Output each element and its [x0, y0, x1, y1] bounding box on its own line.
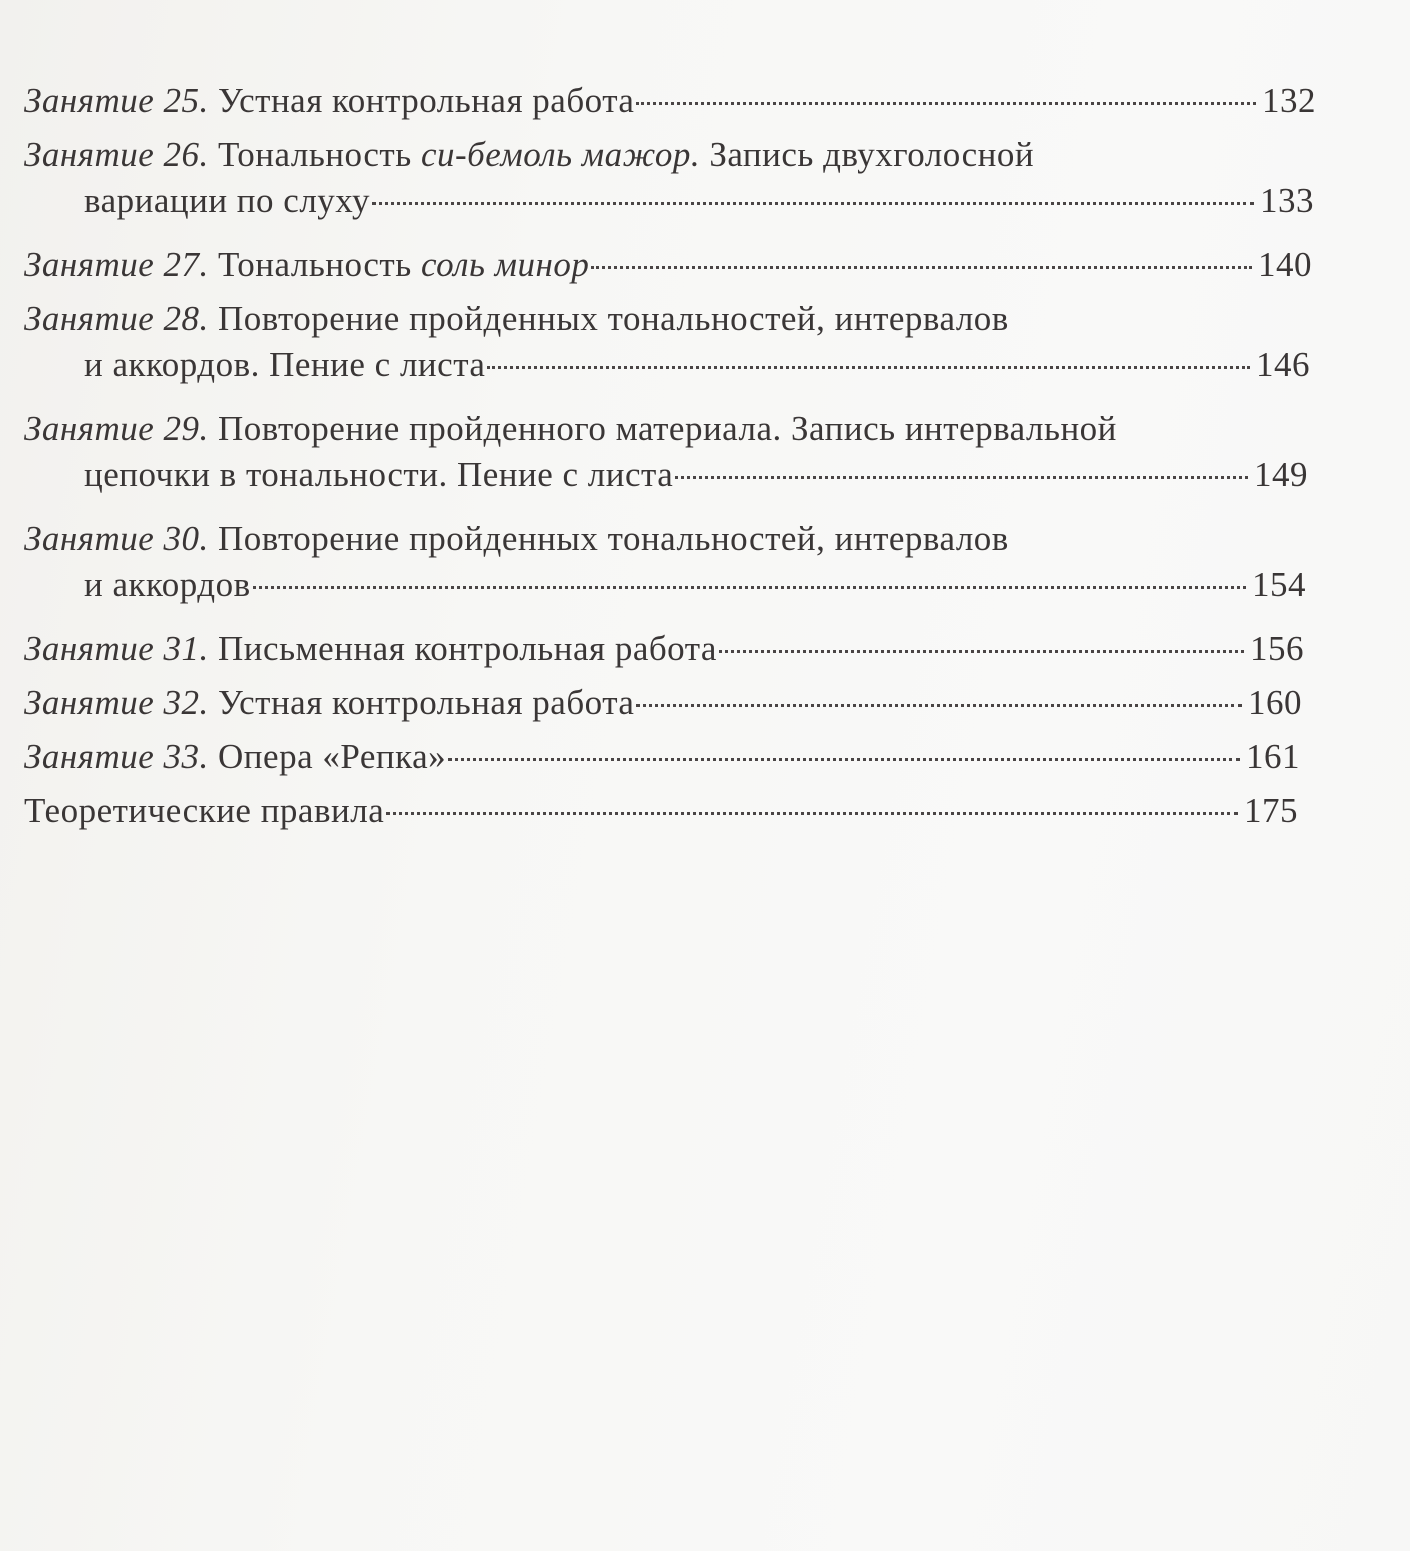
toc-entry-33 [24, 734, 1316, 780]
toc-line [24, 296, 1310, 342]
entry-title-continued: и аккордов. Пение с листа [84, 345, 486, 384]
toc-entry-31 [24, 626, 1316, 672]
entry-title: Опера «Репка» [218, 737, 447, 776]
toc-entry-26 [24, 132, 1316, 224]
entry-title-continued: цепочки в тональности. Пение с листа [84, 455, 674, 494]
entry-title-part: Тональность [218, 135, 421, 174]
toc-line [24, 78, 1316, 124]
lesson-label: Занятие 30. [24, 519, 209, 558]
toc-entry-25 [24, 78, 1316, 124]
entry-title: Устная контрольная работа [218, 683, 635, 722]
toc-line-continued [24, 452, 1308, 498]
entry-title: Устная контрольная работа [218, 81, 635, 120]
toc-entry-theory-rules [24, 788, 1316, 834]
toc-entry-30 [24, 516, 1316, 608]
toc-line [24, 242, 1312, 288]
dot-leader [636, 704, 1242, 707]
page-number: 132 [1262, 81, 1316, 120]
toc-line-continued [24, 562, 1306, 608]
lesson-label: Занятие 29. [24, 409, 209, 448]
page-number: 133 [1260, 181, 1314, 220]
toc-entry-29 [24, 406, 1316, 498]
entry-title-continued: вариации по слуху [84, 181, 370, 220]
toc-line [24, 680, 1302, 726]
page-number: 146 [1256, 345, 1310, 384]
dot-leader [487, 366, 1250, 369]
lesson-label: Занятие 25. [24, 81, 209, 120]
lesson-label: Занятие 33. [24, 737, 209, 776]
toc-entry-27 [24, 242, 1316, 288]
page-number: 160 [1248, 683, 1302, 722]
dot-leader [386, 812, 1238, 815]
entry-title: Теоретические правила [24, 791, 385, 830]
dot-leader [719, 650, 1244, 653]
dot-leader [253, 586, 1246, 589]
page-number: 161 [1246, 737, 1300, 776]
page-number: 154 [1252, 565, 1306, 604]
lesson-label: Занятие 27. [24, 245, 209, 284]
toc-line [24, 788, 1298, 834]
toc-entry-32 [24, 680, 1316, 726]
toc-line [24, 406, 1308, 452]
toc-line-continued [24, 342, 1310, 388]
entry-title-continued: и аккордов [84, 565, 251, 604]
toc-line-continued [24, 178, 1314, 224]
dot-leader [636, 102, 1256, 105]
entry-title: Повторение пройденных тональностей, интервалов [218, 299, 1009, 338]
entry-title: Письменная контрольная работа [218, 629, 717, 668]
lesson-label: Занятие 31. [24, 629, 209, 668]
dot-leader [591, 266, 1252, 269]
entry-title-part: Запись двухголосной [700, 135, 1035, 174]
lesson-label: Занятие 26. [24, 135, 209, 174]
toc-line [24, 132, 1314, 178]
toc-line [24, 734, 1300, 780]
entry-title-italic: соль минор [420, 245, 590, 284]
toc-line [24, 516, 1306, 562]
dot-leader [448, 758, 1240, 761]
entry-title-part: Тональность [218, 245, 421, 284]
lesson-label: Занятие 32. [24, 683, 209, 722]
dot-leader [372, 202, 1254, 205]
page-number: 149 [1254, 455, 1308, 494]
toc-entry-28 [24, 296, 1316, 388]
entry-title: Повторение пройденного материала. Запись интервальной [218, 409, 1117, 448]
lesson-label: Занятие 28. [24, 299, 209, 338]
table-of-contents [24, 78, 1316, 842]
toc-line [24, 626, 1304, 672]
page-number: 175 [1244, 791, 1298, 830]
page-number: 140 [1258, 245, 1312, 284]
dot-leader [675, 476, 1248, 479]
entry-title: Повторение пройденных тональностей, интервалов [218, 519, 1009, 558]
entry-title-italic: си-бемоль мажор. [420, 135, 701, 174]
page-number: 156 [1250, 629, 1304, 668]
